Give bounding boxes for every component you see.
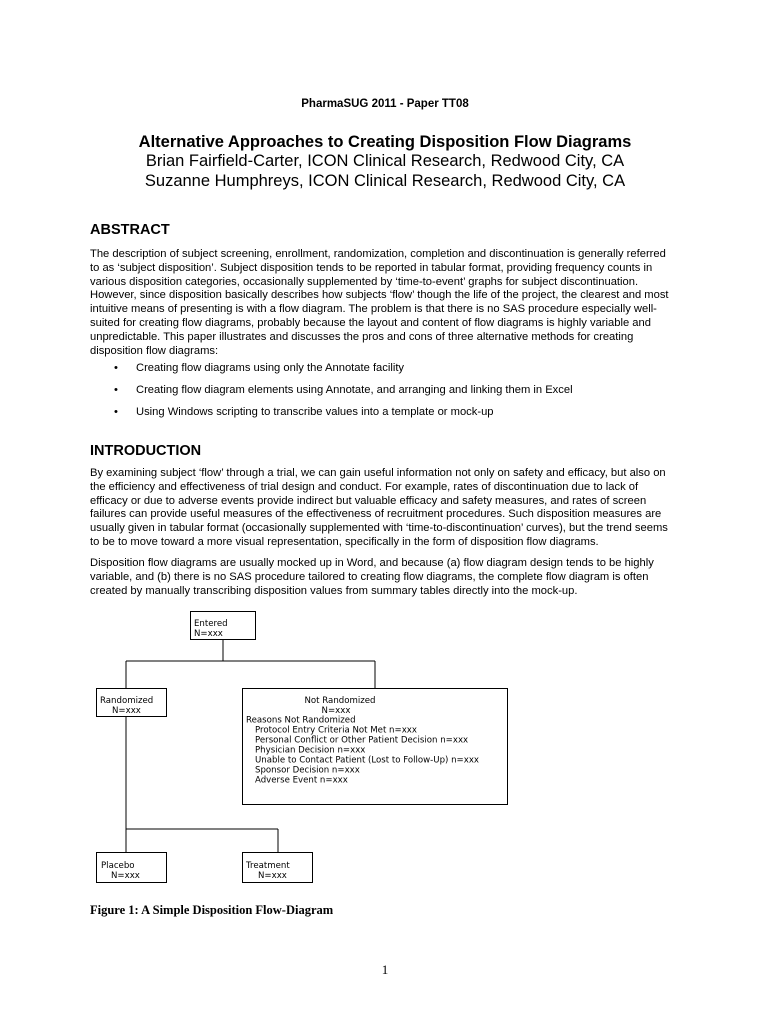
author-line-2: Suzanne Humphreys, ICON Clinical Research, Redwood City, CA	[144, 172, 626, 190]
list-item-text: Creating flow diagram elements using Annotate, and arranging and linking them in Excel	[136, 384, 573, 396]
page-number: 1	[381, 962, 389, 977]
figure-caption: Figure 1: A Simple Disposition Flow-Diagram	[90, 903, 334, 917]
randomized-count: N=xxx	[112, 706, 141, 716]
not-randomized-label: Not Randomized	[304, 696, 376, 706]
conference-label: PharmaSUG 2011 - Paper TT08	[301, 98, 469, 110]
introduction-line: Disposition flow diagrams are usually mocked up in Word, and because (a) flow diagram design tends to be highly	[90, 557, 654, 569]
treatment-count: N=xxx	[258, 871, 287, 881]
introduction-line: to be to move toward a more visual representation, specifically in the form of disposition flow diagrams.	[90, 535, 599, 548]
introduction-line: failures can provide useful measures of the effectiveness of recruitment procedures. Such disposition measures are	[90, 508, 662, 521]
reason-item: Adverse Event n=xxx	[255, 775, 348, 786]
abstract-line: The description of subject screening, enrollment, randomization, completion and discontinuation is generally referred	[90, 248, 666, 260]
introduction-heading: INTRODUCTION	[90, 443, 202, 459]
introduction-line: the efficiency and effectiveness of trial design and conduct. For example, rates of discontinuation due to lack of	[90, 480, 639, 493]
reason-item: Physician Decision n=xxx	[255, 745, 366, 756]
list-item-text: Creating flow diagrams using only the Annotate facility	[136, 362, 405, 374]
introduction-line: efficacy or due to adverse events provide indirect but valuable efficacy and safety measures, and rates of screen	[90, 494, 647, 507]
reason-item: Personal Conflict or Other Patient Decision n=xxx	[255, 735, 469, 746]
abstract-line: intuitive means of presenting is with a flow diagram. The problem is that there is no SAS procedure especially well-	[90, 303, 657, 316]
abstract-line: to as ‘subject disposition’. Subject disposition tends to be reported in tabular format, providing frequency counts in	[90, 261, 653, 274]
placebo-label: Placebo	[101, 861, 135, 871]
entered-count: N=xxx	[194, 629, 223, 639]
abstract-line: suited for creating flow diagrams, probably because the layout and content of flow diagrams is highly variable and	[90, 316, 651, 329]
introduction-line: usually given in tabular format (occasionally supplemented with ‘time-to-discontinuation’ curves), but the trend seems	[90, 522, 668, 535]
entered-label: Entered	[194, 619, 228, 629]
entered-connector	[126, 640, 375, 688]
paper-title: Alternative Approaches to Creating Disposition Flow Diagrams	[138, 133, 632, 151]
treatment-label: Treatment	[246, 861, 290, 871]
introduction-line: variable, and (b) there is no SAS procedure tailored to creating flow diagrams, the complete flow diagram is often	[90, 570, 649, 583]
reason-item: Protocol Entry Criteria Not Met n=xxx	[255, 725, 417, 736]
bullet-icon: •	[114, 406, 118, 418]
author-line-1: Brian Fairfield-Carter, ICON Clinical Research, Redwood City, CA	[145, 152, 625, 170]
reason-item: Sponsor Decision n=xxx	[255, 765, 360, 776]
bullet-icon: •	[114, 384, 118, 396]
introduction-line: created by manually transcribing disposition values from summary tables directly into the mock-up.	[90, 584, 578, 597]
abstract-heading: ABSTRACT	[90, 222, 170, 238]
placebo-count: N=xxx	[111, 871, 140, 881]
reason-item: Unable to Contact Patient (Lost to Follow-Up) n=xxx	[255, 755, 480, 766]
reasons-heading: Reasons Not Randomized	[246, 715, 356, 726]
bullet-icon: •	[114, 362, 118, 374]
not-randomized-count: N=xxx	[321, 706, 351, 716]
abstract-line: However, since disposition basically describes how subjects ‘flow’ though the life of the project, the clearest and most	[90, 289, 669, 302]
abstract-line: disposition flow diagrams:	[90, 344, 219, 357]
introduction-line: By examining subject ‘flow’ through a trial, we can gain useful information not only on safety and efficacy, but also on	[90, 467, 666, 479]
abstract-line: various disposition categories, occasionally supplemented by ‘time-to-event’ graphs for subject discontinuation.	[90, 275, 639, 288]
abstract-line: unpredictable. This paper illustrates and discusses the pros and cons of three alternative methods for creating	[90, 330, 634, 343]
list-item-text: Using Windows scripting to transcribe values into a template or mock-up	[136, 406, 494, 418]
randomized-label: Randomized	[100, 696, 154, 706]
